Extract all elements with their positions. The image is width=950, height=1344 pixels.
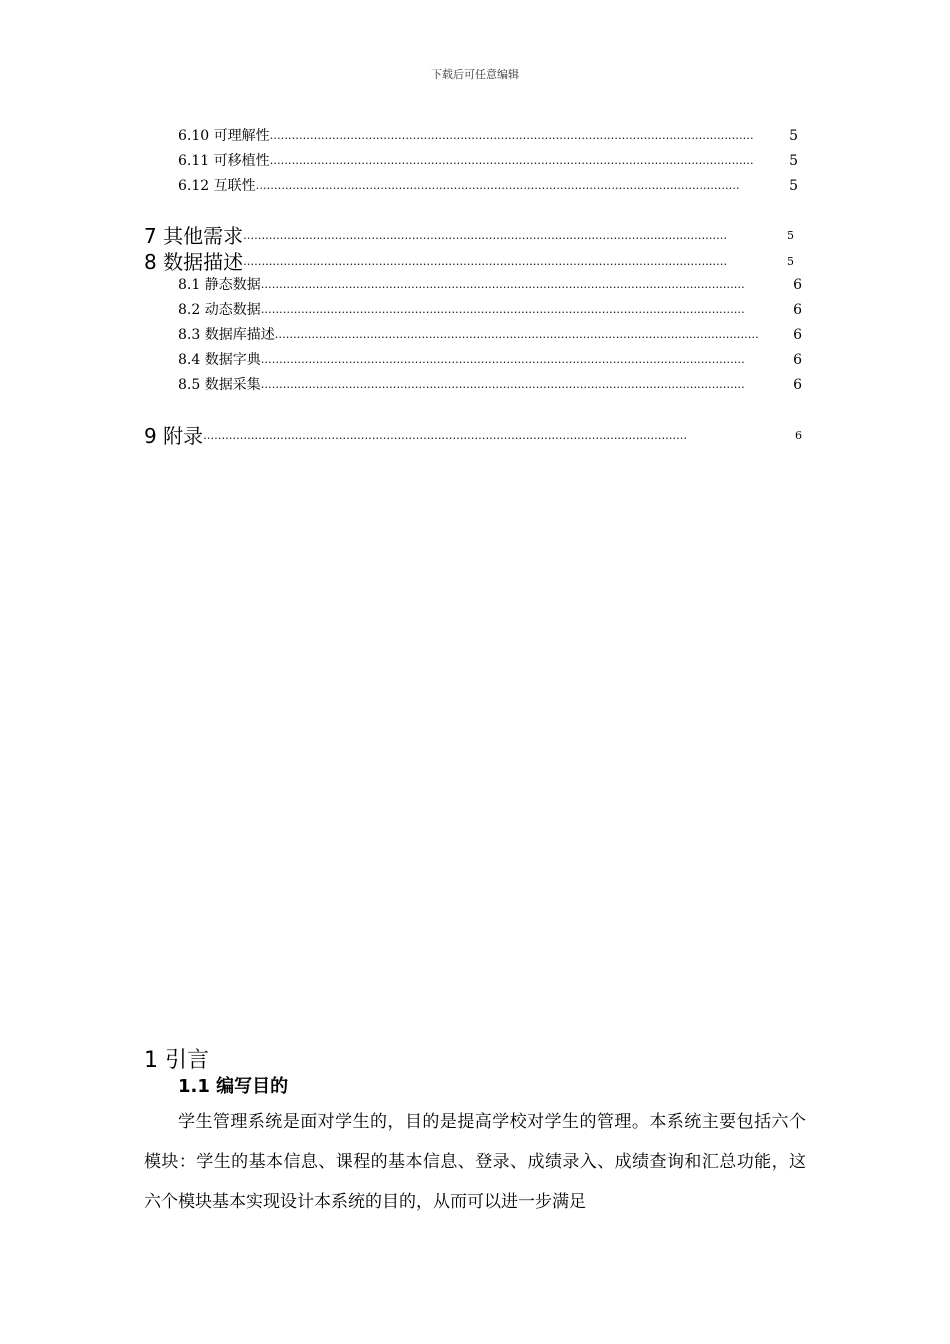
toc-entry-page: 6 — [793, 352, 802, 368]
toc-entry-title: 8 数据描述 — [144, 250, 244, 274]
toc-entry-8-1[interactable] — [178, 275, 802, 295]
toc-entry-title: 9 附录 — [144, 424, 204, 448]
toc-entry-title: 8.2 动态数据 — [178, 302, 261, 318]
toc-entry-8-5[interactable] — [178, 375, 802, 395]
toc-entry-6-10[interactable] — [178, 126, 798, 146]
section-heading: 1 引言 — [144, 1048, 209, 1073]
toc-entry-page: 6 — [793, 327, 802, 343]
toc-leader-dots: …………………………………………………………………………………………………………………… — [255, 179, 740, 192]
subsection-heading: 1.1 编写目的 — [178, 1076, 289, 1097]
toc-entry-title: 8.3 数据库描述 — [178, 327, 275, 343]
toc-leader-dots: …………………………………………………………………………………………………………………… — [203, 429, 688, 442]
toc-entry-title: 8.1 静态数据 — [178, 277, 261, 293]
toc-leader-dots: …………………………………………………………………………………………………………………… — [243, 255, 728, 268]
toc-leader-dots: …………………………………………………………………………………………………………………… — [274, 328, 759, 341]
toc-entry-9[interactable] — [144, 424, 802, 448]
toc-entry-page: 5 — [789, 178, 798, 194]
toc-entry-8-2[interactable] — [178, 300, 802, 320]
toc-entry-7[interactable] — [144, 224, 794, 248]
toc-leader-dots: …………………………………………………………………………………………………………………… — [269, 129, 754, 142]
toc-entry-page: 6 — [793, 302, 802, 318]
toc-entry-page: 6 — [795, 429, 802, 442]
toc-leader-dots: …………………………………………………………………………………………………………………… — [260, 303, 745, 316]
toc-entry-title: 6.10 可理解性 — [178, 128, 270, 144]
toc-entry-6-11[interactable] — [178, 151, 798, 171]
body-paragraph: 学生管理系统是面对学生的，目的是提高学校对学生的管理。本系统主要包括六个模块：学生的基本信息、课程的基本信息、登录、成绩录入、成绩查询和汇总功能，这六个模块基本实现设计本系统的目的，从而可以进一步满足 — [144, 1112, 806, 1212]
toc-entry-title: 8.5 数据采集 — [178, 377, 261, 393]
toc-entry-page: 6 — [793, 377, 802, 393]
toc-entry-8-4[interactable] — [178, 350, 802, 370]
toc-leader-dots: …………………………………………………………………………………………………………………… — [260, 353, 745, 366]
toc-entry-title: 6.12 互联性 — [178, 178, 256, 194]
toc-entry-page: 5 — [789, 128, 798, 144]
toc-entry-page: 5 — [789, 153, 798, 169]
page-header: 下载后可任意编辑 — [431, 68, 519, 81]
toc-entry-page: 5 — [787, 229, 794, 242]
toc-leader-dots: …………………………………………………………………………………………………………………… — [243, 229, 728, 242]
toc-leader-dots: …………………………………………………………………………………………………………………… — [260, 278, 745, 291]
toc-entry-title: 8.4 数据字典 — [178, 352, 261, 368]
toc-entry-8-3[interactable] — [178, 325, 802, 345]
toc-entry-page: 6 — [793, 277, 802, 293]
toc-entry-title: 6.11 可移植性 — [178, 153, 270, 169]
toc-leader-dots: …………………………………………………………………………………………………………………… — [260, 378, 745, 391]
toc-entry-8[interactable] — [144, 250, 794, 274]
toc-entry-title: 7 其他需求 — [144, 224, 244, 248]
toc-entry-page: 5 — [787, 255, 794, 268]
toc-entry-6-12[interactable] — [178, 176, 798, 196]
toc-leader-dots: …………………………………………………………………………………………………………………… — [269, 154, 754, 167]
